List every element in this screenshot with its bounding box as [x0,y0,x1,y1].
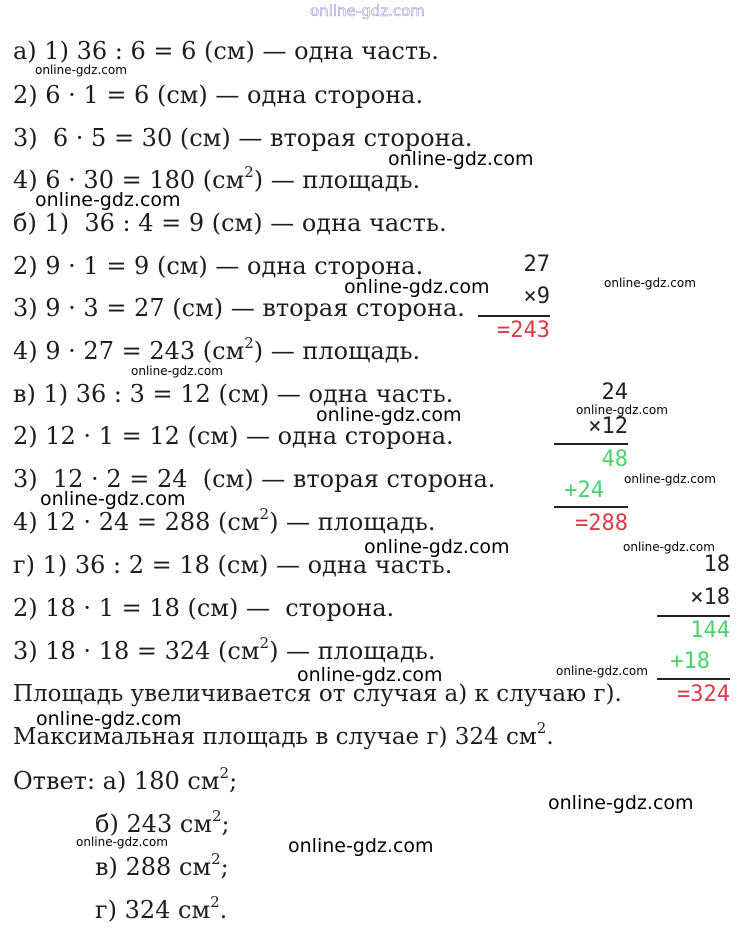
solution-line-g1: г) 1) 36 : 2 = 18 (см) — одна часть. [13,551,453,579]
exponent: 2 [210,893,220,911]
watermark: online-gdz.com [131,364,223,378]
solution-line-a3: 3) 6 · 5 = 30 (см) — вторая сторона. [13,124,473,152]
solution-line-g3 [13,634,436,665]
watermark: online-gdz.com [624,472,716,486]
watermark: online-gdz.com [623,540,715,554]
watermark: online-gdz.com [556,664,648,678]
column-multiplication-b [470,252,550,347]
watermark: online-gdz.com [576,403,668,417]
rule-line [657,678,730,680]
watermark: online-gdz.com [388,148,534,170]
watermark: online-gdz.com [76,835,168,849]
calc-partial-1: 144 [690,618,730,643]
calc-multiplier: ×12 [588,414,628,439]
answer-line-a [13,764,238,795]
solution-line-b4 [13,334,421,365]
conclusion-line-1: Площадь увеличивается от случая а) к случаю г). [13,681,622,707]
exponent: 2 [212,807,222,825]
solution-line-a1: а) 1) 36 : 6 = 6 (см) — одна часть. [13,37,439,65]
exponent: 2 [244,334,254,352]
answer-line-g [95,893,228,924]
solution-line-v3: 3) 12 · 2 = 24 (см) — вторая сторона. [13,465,496,493]
calc-result: =288 [575,511,628,536]
calc-multiplier: ×9 [523,284,550,309]
text-part: в) 288 см [95,853,212,881]
watermark: online-gdz.com [548,792,694,814]
calc-multiplier: ×18 [690,585,730,610]
watermark: online-gdz.com [604,276,696,290]
watermark: online-gdz.com [35,63,127,77]
solution-line-v4 [13,505,436,536]
text-part: Ответ: а) 180 см [13,767,220,795]
rule-line [554,506,628,508]
header-watermark: online-gdz.com [310,2,425,20]
watermark: online-gdz.com [316,404,462,426]
text-part: . [219,896,228,924]
text-part: ) — площадь. [253,337,421,365]
solution-line-b1: б) 1) 36 : 4 = 9 (см) — одна часть. [13,209,447,237]
answer-line-v [95,850,229,881]
solution-line-v2: 2) 12 · 1 = 12 (см) — одна сторона. [13,422,454,450]
calc-partial-2: +18 [670,649,710,674]
solution-line-b2: 2) 9 · 1 = 9 (см) — одна сторона. [13,252,424,280]
text-part: ; [220,853,229,881]
text-part: 4) 9 · 27 = 243 (см [13,337,245,365]
exponent: 2 [244,163,254,181]
calc-top-number: 27 [523,252,550,277]
calc-result: =324 [677,682,730,707]
text-part: 4) 12 · 24 = 288 (см [13,508,260,536]
solution-line-g2: 2) 18 · 1 = 18 (см) — сторона. [13,594,395,622]
watermark: online-gdz.com [35,189,181,211]
rule-line [554,443,628,445]
watermark: online-gdz.com [36,708,182,730]
text-part: ) — площадь. [253,166,421,194]
watermark: online-gdz.com [288,835,434,857]
calc-partial-1: 48 [601,447,628,472]
text-part: ) — площадь. [269,637,436,665]
rule-line [657,615,730,617]
text-part: Максимальная площадь в случае г) 324 см [13,724,537,750]
calc-top-number: 18 [703,552,730,577]
exponent: 2 [259,505,270,523]
text-part: ; [229,767,238,795]
text-part: б) 243 см [95,810,212,838]
calc-result: =243 [497,318,550,343]
solution-line-v1: в) 1) 36 : 3 = 12 (см) — одна часть. [13,380,454,408]
exponent: 2 [259,634,270,652]
text-part: 3) 18 · 18 = 324 (см [13,637,260,665]
watermark: online-gdz.com [297,664,443,686]
watermark: online-gdz.com [364,536,510,558]
text-part: г) 324 см [95,896,211,924]
rule-line [478,315,550,317]
text-part: 4) 6 · 30 = 180 (см [13,166,245,194]
watermark: online-gdz.com [344,276,490,298]
solution-line-a2: 2) 6 · 1 = 6 (см) — одна сторона. [13,81,424,109]
watermark: online-gdz.com [40,488,186,510]
calc-top-number: 24 [601,380,628,405]
text-part: . [546,724,554,750]
solution-line-b3: 3) 9 · 3 = 27 (см) — вторая сторона. [13,294,465,322]
column-multiplication-g [655,552,730,712]
text-part: ; [221,810,230,838]
exponent: 2 [219,764,230,782]
exponent: 2 [536,719,547,738]
calc-partial-2: +24 [564,478,604,503]
exponent: 2 [211,850,221,868]
text-part: ) — площадь. [269,508,436,536]
answer-line-b [95,807,230,838]
